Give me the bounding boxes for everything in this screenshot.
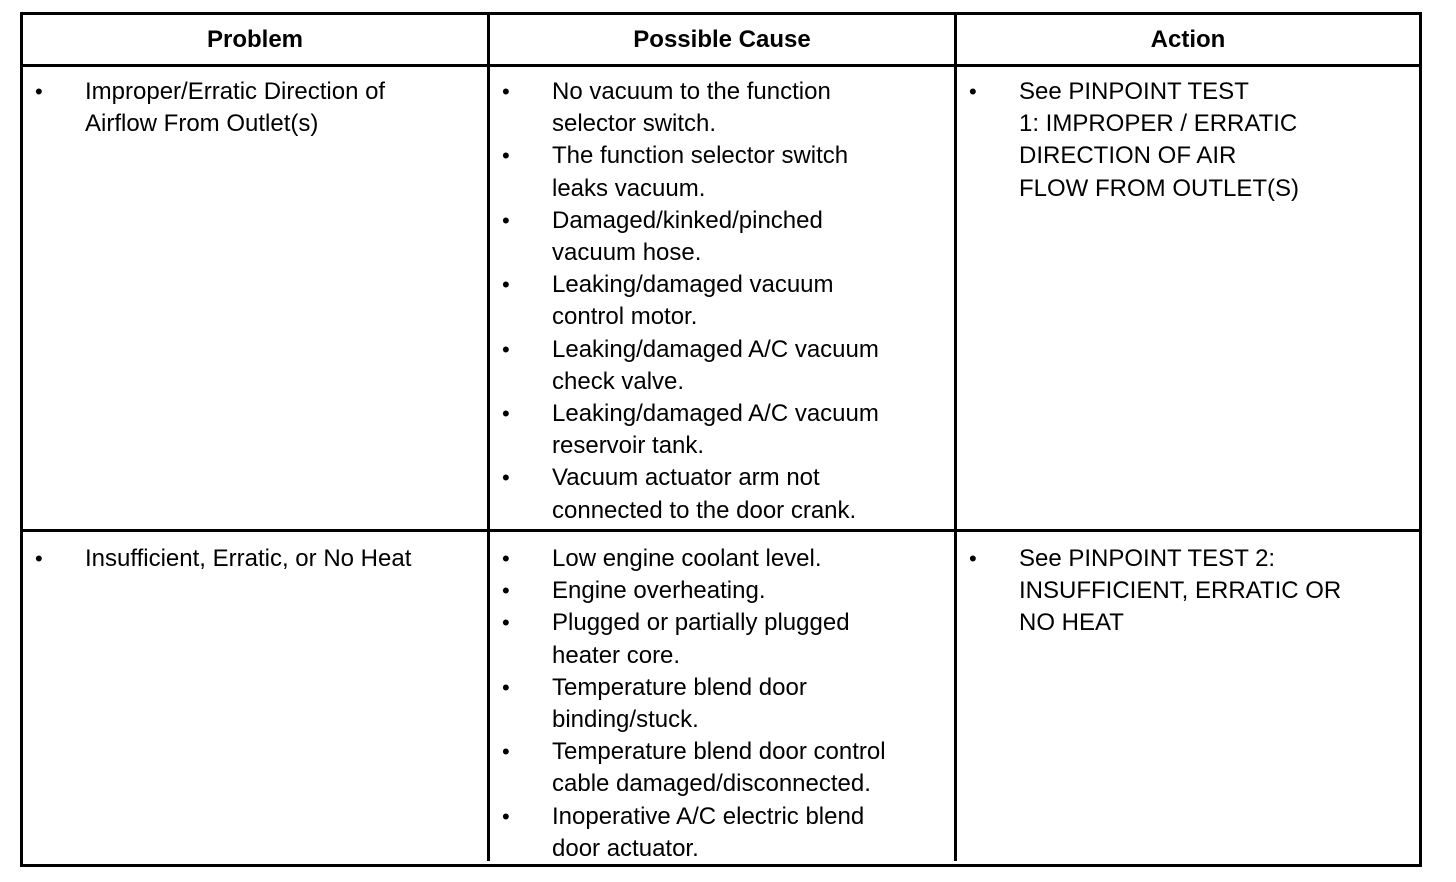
cause-text: Leaking/damaged A/C vacuum check valve. — [552, 335, 879, 395]
cause-item — [502, 76, 950, 140]
table-header-row — [23, 15, 1419, 67]
cause-item — [502, 801, 950, 865]
cause-item — [502, 607, 950, 671]
cause-item — [502, 269, 950, 333]
problem-cell — [23, 532, 490, 861]
action-text: See PINPOINT TEST 2: INSUFFICIENT, ERRATIC OR NO HEAT — [1019, 545, 1342, 637]
problem-text: Improper/Erratic Direction of Airflow From Outlet(s) — [85, 78, 386, 138]
cause-text: Inoperative A/C electric blend door actuator. — [552, 802, 865, 862]
table-row — [23, 532, 1419, 861]
cause-text: Vacuum actuator arm not connected to the door crank. — [552, 464, 857, 524]
action-text: See PINPOINT TEST 1: IMPROPER / ERRATIC DIRECTION OF AIR FLOW FROM OUTLET(S) — [1019, 78, 1299, 202]
bullet-icon: • — [502, 79, 510, 104]
cause-text: Temperature blend door control cable damaged/disconnected. — [552, 738, 886, 798]
cause-text: Plugged or partially plugged heater core. — [552, 609, 850, 669]
diagnosis-table — [20, 12, 1422, 867]
bullet-icon: • — [969, 546, 977, 571]
cause-text: Leaking/damaged A/C vacuum reservoir tank. — [552, 400, 879, 460]
action-cell — [957, 67, 1419, 529]
problem-item — [35, 543, 481, 575]
cause-cell — [490, 532, 957, 861]
cause-item — [502, 205, 950, 269]
bullet-icon: • — [502, 674, 510, 700]
action-item — [969, 76, 1413, 205]
cause-item — [502, 575, 950, 607]
cause-text: Engine overheating. — [552, 577, 766, 605]
problem-item — [35, 76, 481, 140]
bullet-icon: • — [35, 79, 43, 104]
cause-cell — [490, 67, 957, 529]
bullet-icon: • — [35, 546, 43, 571]
action-cell — [957, 532, 1419, 861]
table-row — [23, 67, 1419, 532]
cause-text: Damaged/kinked/pinched vacuum hose. — [552, 206, 823, 267]
cause-text: Leaking/damaged vacuum control motor. — [552, 271, 834, 331]
bullet-icon: • — [502, 401, 510, 427]
action-item — [969, 543, 1413, 640]
bullet-icon: • — [502, 803, 510, 829]
cause-text: The function selector switch leaks vacuum. — [552, 142, 849, 202]
bullet-icon: • — [502, 739, 510, 765]
cause-text: No vacuum to the function selector switch. — [552, 78, 831, 138]
bullet-icon: • — [969, 79, 977, 104]
bullet-icon: • — [502, 207, 510, 233]
bullet-icon: • — [502, 578, 510, 604]
cause-text: Low engine coolant level. — [552, 545, 822, 572]
cause-item — [502, 672, 950, 736]
bullet-icon: • — [502, 143, 510, 169]
bullet-icon: • — [502, 272, 510, 298]
bullet-icon: • — [502, 610, 510, 636]
problem-cell — [23, 67, 490, 529]
header-possible-cause: Possible Cause — [490, 15, 957, 64]
cause-item — [502, 462, 950, 526]
problem-text: Insufficient, Erratic, or No Heat — [85, 545, 412, 572]
bullet-icon: • — [502, 465, 510, 491]
cause-item — [502, 398, 950, 462]
cause-item — [502, 140, 950, 204]
cause-item — [502, 543, 950, 575]
cause-item — [502, 736, 950, 800]
header-problem: Problem — [23, 15, 490, 64]
bullet-icon: • — [502, 336, 510, 362]
bullet-icon: • — [502, 546, 510, 571]
cause-item — [502, 334, 950, 398]
cause-text: Temperature blend door binding/stuck. — [552, 673, 807, 734]
header-action: Action — [1150, 25, 1226, 53]
